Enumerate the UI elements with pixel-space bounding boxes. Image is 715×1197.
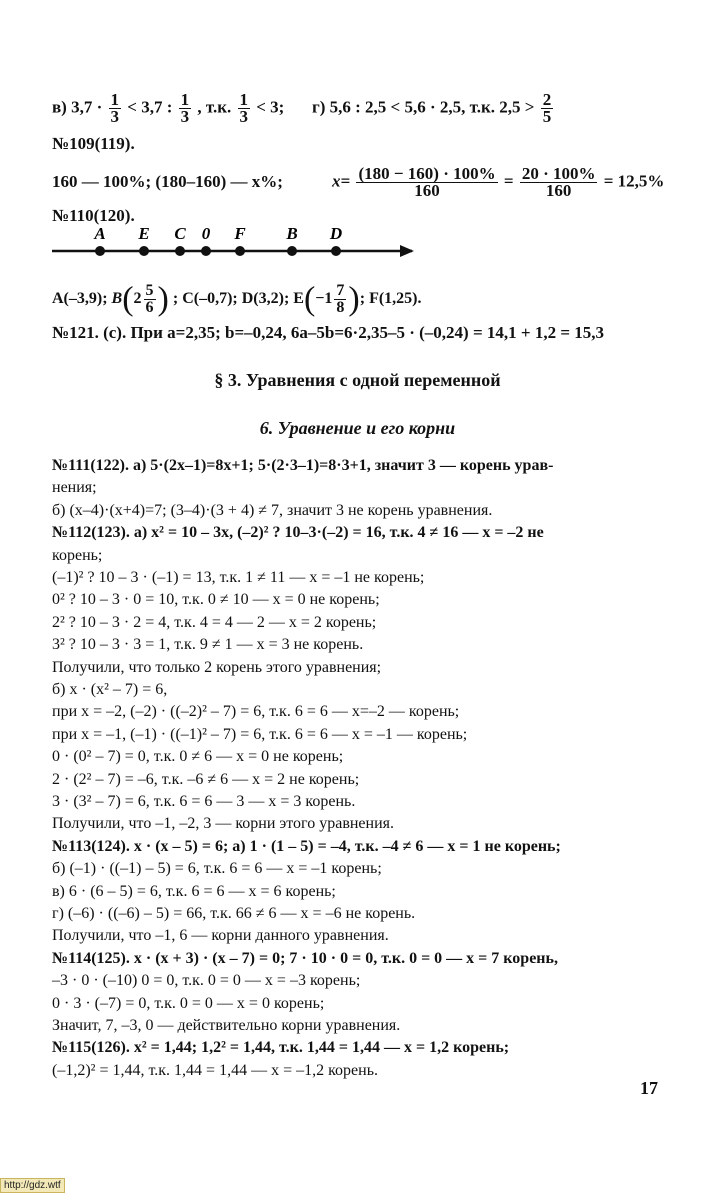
coord-text: ; C(–0,7); D(3,2); E (172, 290, 304, 308)
number-line-point (139, 246, 149, 256)
exercise-121: №121. (с). При a=2,35; b=–0,24, 6a–5b=6·2,35–5 · (–0,24) = 14,1 + 1,2 = 15,3 (52, 323, 605, 342)
number-line-label: 0 (201, 224, 211, 243)
fraction: $\frac{5}{6}$ (145, 282, 154, 316)
coord-text: ; F(1,25). (359, 290, 422, 308)
body-line: (–1)² ? 10 – 3 · (–1) = 13, т.к. 1 ≠ 11 — x = –1 не корень; (52, 569, 425, 586)
number-line-label: B (286, 224, 298, 243)
fraction: $\frac{2}{5}$ (542, 90, 552, 126)
exercise-title-109: №109(119). (52, 134, 135, 153)
expr-text: = (503, 171, 514, 191)
label-v: в) (52, 97, 67, 117)
expr-text: < 3,7 : (127, 97, 173, 117)
paren-open: ( (303, 280, 316, 318)
watermark: http://gdz.wtf (0, 1178, 65, 1193)
expr-text: 160 — 100%; (180–160) — x%; (52, 172, 283, 191)
exercise-109-formula (332, 166, 664, 199)
number-line-point (235, 246, 245, 256)
body-line: 0 · 3 · (–7) = 0, т.к. 0 = 0 — x = 0 корень; (52, 994, 325, 1012)
expr-text: г) 5,6 : 2,5 < 5,6 · 2,5, т.к. 2,5 > (312, 97, 535, 117)
body-line: 2² ? 10 – 3 · 2 = 4, т.к. 4 = 4 — 2 — x = 2 корень; (52, 613, 377, 631)
coord-text: B (111, 290, 123, 308)
exercise-109-line (52, 172, 283, 192)
body-line: (–1,2)² = 1,44, т.к. 1,44 = 1,44 — x = –1,2 корень. (52, 1061, 379, 1079)
section-title: § 3. Уравнения с одной переменной (214, 370, 501, 390)
fraction: $\frac{1}{3}$ (180, 90, 190, 126)
body-line: г) (–6) · ((–6) – 5) = 66, т.к. 66 ≠ 6 — x = –6 не корень. (52, 905, 416, 922)
expr-text: < 3; (256, 97, 285, 117)
body-line: №111(122). а) 5·(2x–1)=8x+1; 5·(2·3–1)=8·3+1, значит 3 — корень урав- (52, 457, 554, 474)
number-line-point (175, 246, 185, 256)
page-number: 17 (640, 1078, 658, 1098)
paren-close: ) (157, 280, 169, 318)
subsection-title: 6. Уравнение и его корни (259, 418, 456, 438)
fraction: $\frac{20 \cdot 100\%}{160}$ (521, 164, 596, 200)
exercise-title-110: №110(120). (52, 206, 135, 225)
number-line-label: A (94, 224, 106, 243)
fraction: $\frac{7}{8}$ (336, 282, 345, 316)
coord-text: 2 (133, 290, 142, 308)
paren-open: ( (122, 280, 134, 318)
body-line: №115(126). x² = 1,44; 1,2² = 1,44, т.к. 1,44 = 1,44 — x = 1,2 корень; (52, 1039, 510, 1057)
expr-text: x= (332, 171, 351, 191)
coord-text: −1 (315, 290, 333, 308)
body-line: при x = –1, (–1) · ((–1)² – 7) = 6, т.к. 6 = 6 — x = –1 — корень; (52, 725, 468, 743)
body-line: 0 · (0² – 7) = 0, т.к. 0 ≠ 6 — x = 0 не корень; (52, 748, 344, 766)
body-line: №114(125). x · (x + 3) · (x – 7) = 0; 7 · 10 · 0 = 0, т.к. 0 = 0 — x = 7 корень, (52, 949, 558, 967)
number-line-point (201, 246, 211, 256)
exercise-line-v (52, 92, 284, 125)
number-line-label: E (138, 224, 150, 243)
number-line-point (331, 246, 341, 256)
exercise-line-g (312, 92, 555, 125)
body-line: Получили, что –1, –2, 3 — корни этого уравнения. (52, 815, 395, 833)
number-line-label: F (234, 224, 246, 243)
number-line (52, 224, 432, 264)
number-line-label: C (174, 224, 186, 243)
number-line-point (287, 246, 297, 256)
body-line: №113(124). x · (x – 5) = 6; а) 1 · (1 – 5) = –4, т.к. –4 ≠ 6 — x = 1 не корень; (52, 837, 561, 855)
body-line: Получили, что только 2 корень этого уравнения; (52, 658, 382, 676)
body-line: №112(123). а) x² = 10 – 3x, (–2)² ? 10–3·(–2) = 16, т.к. 4 ≠ 16 — x = –2 не (52, 524, 544, 542)
body-line: б) (x–4)·(x+4)=7; (3–4)·(3 + 4) ≠ 7, значит 3 не корень уравнения. (52, 501, 493, 519)
body-line: в) 6 · (6 – 5) = 6, т.к. 6 = 6 — x = 6 корень; (52, 882, 336, 900)
coord-text: A(–3,9); (52, 290, 108, 308)
expr-text: , т.к. (197, 97, 232, 117)
body-line: б) x · (x² – 7) = 6, (52, 681, 168, 698)
paren-close: ) (348, 280, 360, 318)
body-line: –3 · 0 · (–10) 0 = 0, т.к. 0 = 0 — x = –3 корень; (52, 972, 361, 990)
body-line: 0² ? 10 – 3 · 0 = 10, т.к. 0 ≠ 10 — x = 0 не корень; (52, 591, 380, 609)
body-line: 3 · (3² – 7) = 6, т.к. 6 = 6 — 3 — x = 3 корень. (52, 793, 356, 810)
body-line: Получили, что –1, 6 — корни данного уравнения. (52, 927, 389, 945)
expr-text: = 12,5% (603, 171, 665, 191)
fraction: $\frac{(180 - 160) \cdot 100\%}{160}$ (358, 164, 496, 200)
fraction: $\frac{1}{3}$ (239, 90, 248, 126)
arrow-head-icon (400, 245, 414, 257)
number-line-point (95, 246, 105, 256)
exercise-110-coords (52, 280, 422, 318)
body-line: б) (–1) · ((–1) – 5) = 6, т.к. 6 = 6 — x = –1 корень; (52, 860, 382, 878)
body-line: 2 · (2² – 7) = –6, т.к. –6 ≠ 6 — x = 2 не корень; (52, 770, 360, 788)
fraction: $\frac{1}{3}$ (110, 90, 120, 126)
expr-text: 3,7 · (71, 97, 103, 117)
number-line-label: D (329, 224, 343, 243)
body-line: 3² ? 10 – 3 · 3 = 1, т.к. 9 ≠ 1 — x = 3 не корень. (52, 636, 364, 654)
body-line: нения; (52, 479, 97, 497)
body-line: Значит, 7, –3, 0 — действительно корни уравнения. (52, 1017, 401, 1034)
body-line: корень; (52, 546, 103, 564)
body-line: при x = –2, (–2) · ((–2)² – 7) = 6, т.к. 6 = 6 — x=–2 — корень; (52, 703, 460, 721)
